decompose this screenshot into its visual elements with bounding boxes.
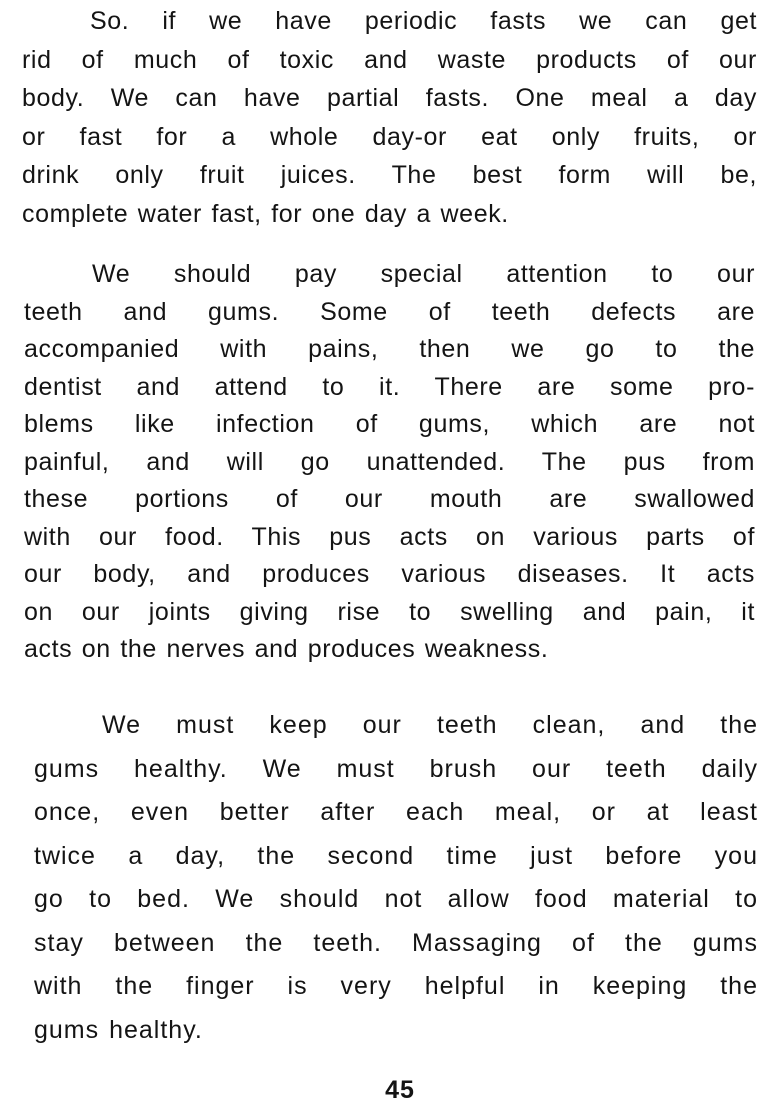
text-line: We should pay special attention to our [92,260,755,288]
text-line: So. if we have periodic fasts we can get [90,7,757,35]
text-line: with the finger is very helpful in keeping the [34,972,758,1000]
text-line: acts on the nerves and produces weakness. [24,635,549,663]
text-line: We must keep our teeth clean, and the [102,711,758,739]
paragraph-fasting [22,2,757,233]
text-line: stay between the teeth. Massaging of the gums [34,928,758,957]
text-line: our body, and produces various diseases. It acts [24,560,755,588]
text-line: these portions of our mouth are swallowed [24,485,755,513]
text-line: accompanied with pains, then we go to the [24,335,755,363]
text-line: or fast for a whole day-or eat only fruits, or [22,122,757,151]
text-line: dentist and attend to it. There are some pro- [24,372,755,401]
text-line: go to bed. We should not allow food material to [34,885,758,913]
text-line: blems like infection of gums, which are not [24,410,755,438]
page-number: 45 [385,1076,415,1104]
paragraph-teeth-and-gums [24,256,755,669]
text-line: drink only fruit juices. The best form will be, [22,161,757,189]
text-line: teeth and gums. Some of teeth defects are [24,297,755,326]
text-line: once, even better after each meal, or at least [34,798,758,826]
text-line: gums healthy. We must brush our teeth daily [34,754,758,783]
text-line: with our food. This pus acts on various parts of [24,522,755,551]
text-line: rid of much of toxic and waste products of our [22,45,757,74]
text-line: on our joints giving rise to swelling and pain, it [24,597,755,626]
text-line: painful, and will go unattended. The pus from [24,447,755,476]
text-line: body. We can have partial fasts. One meal a day [22,84,757,112]
text-line: twice a day, the second time just before you [34,841,758,870]
text-line: gums healthy. [34,1015,203,1044]
text-line: complete water fast, for one day a week. [22,199,509,228]
paragraph-dental-hygiene [34,704,758,1052]
